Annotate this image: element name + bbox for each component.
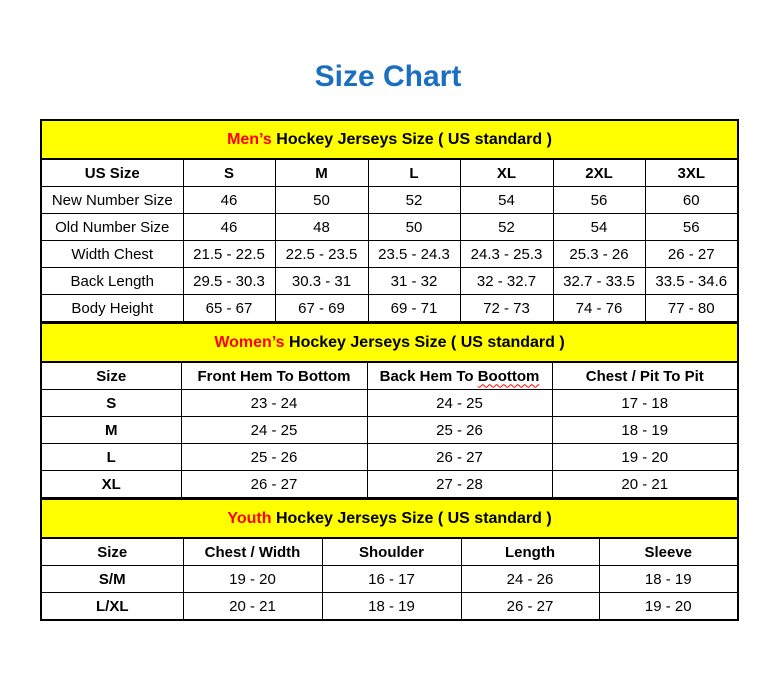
table-cell: 77 - 80 bbox=[645, 295, 738, 323]
row-label: L bbox=[41, 444, 181, 471]
column-header: XL bbox=[460, 159, 553, 187]
youth-caption-highlight: Youth bbox=[227, 509, 272, 527]
table-cell: 33.5 - 34.6 bbox=[645, 268, 738, 295]
table-cell: 65 - 67 bbox=[183, 295, 275, 323]
table-row bbox=[41, 417, 738, 444]
table-cell: 25.3 - 26 bbox=[553, 241, 645, 268]
table-cell: 56 bbox=[553, 187, 645, 214]
table-cell: 19 - 20 bbox=[183, 566, 322, 593]
table-cell: 52 bbox=[460, 214, 553, 241]
row-label: Body Height bbox=[41, 295, 183, 323]
table-cell: 56 bbox=[645, 214, 738, 241]
column-header: Size bbox=[41, 538, 183, 566]
table-row bbox=[41, 268, 738, 295]
column-header: Front Hem To Bottom bbox=[181, 362, 367, 390]
table-cell: 19 - 20 bbox=[599, 593, 738, 621]
row-label: Width Chest bbox=[41, 241, 183, 268]
column-header: Sleeve bbox=[599, 538, 738, 566]
table-cell: 26 - 27 bbox=[645, 241, 738, 268]
table-cell: 74 - 76 bbox=[553, 295, 645, 323]
table-cell: 52 bbox=[368, 187, 460, 214]
row-label: XL bbox=[41, 471, 181, 499]
youth-size-table bbox=[40, 498, 739, 621]
column-header: Length bbox=[461, 538, 599, 566]
womens-header-row bbox=[41, 362, 738, 390]
youth-caption-rest: Hockey Jerseys Size ( US standard ) bbox=[271, 509, 552, 527]
tables-container bbox=[40, 119, 737, 621]
table-cell: 30.3 - 31 bbox=[275, 268, 368, 295]
table-cell: 20 - 21 bbox=[552, 471, 738, 499]
table-cell: 17 - 18 bbox=[552, 390, 738, 417]
column-header-with-typo bbox=[367, 362, 552, 390]
table-cell: 29.5 - 30.3 bbox=[183, 268, 275, 295]
column-header: Chest / Width bbox=[183, 538, 322, 566]
row-label: S/M bbox=[41, 566, 183, 593]
mens-header-row bbox=[41, 159, 738, 187]
mens-caption bbox=[41, 120, 738, 159]
table-cell: 18 - 19 bbox=[552, 417, 738, 444]
womens-caption-rest: Hockey Jerseys Size ( US standard ) bbox=[284, 333, 565, 351]
table-cell: 46 bbox=[183, 214, 275, 241]
row-label: Old Number Size bbox=[41, 214, 183, 241]
column-header: Chest / Pit To Pit bbox=[552, 362, 738, 390]
table-cell: 50 bbox=[368, 214, 460, 241]
column-header: M bbox=[275, 159, 368, 187]
table-cell: 16 - 17 bbox=[322, 566, 461, 593]
mens-caption-highlight: Men’s bbox=[227, 130, 272, 148]
mens-size-table bbox=[40, 119, 739, 323]
table-row bbox=[41, 471, 738, 499]
table-cell: 25 - 26 bbox=[367, 417, 552, 444]
womens-caption-row bbox=[41, 323, 738, 362]
table-cell: 31 - 32 bbox=[368, 268, 460, 295]
table-cell: 24 - 26 bbox=[461, 566, 599, 593]
table-cell: 54 bbox=[460, 187, 553, 214]
table-cell: 46 bbox=[183, 187, 275, 214]
table-cell: 69 - 71 bbox=[368, 295, 460, 323]
column-header: US Size bbox=[41, 159, 183, 187]
table-row bbox=[41, 566, 738, 593]
table-cell: 48 bbox=[275, 214, 368, 241]
table-cell: 27 - 28 bbox=[367, 471, 552, 499]
table-row bbox=[41, 295, 738, 323]
youth-caption bbox=[41, 499, 738, 538]
table-cell: 18 - 19 bbox=[599, 566, 738, 593]
table-cell: 60 bbox=[645, 187, 738, 214]
table-cell: 54 bbox=[553, 214, 645, 241]
womens-caption bbox=[41, 323, 738, 362]
table-cell: 22.5 - 23.5 bbox=[275, 241, 368, 268]
column-header-prefix: Back Hem To bbox=[379, 367, 478, 385]
table-cell: 24 - 25 bbox=[181, 417, 367, 444]
table-cell: 32 - 32.7 bbox=[460, 268, 553, 295]
row-label: M bbox=[41, 417, 181, 444]
table-row bbox=[41, 187, 738, 214]
column-header: 2XL bbox=[553, 159, 645, 187]
table-cell: 67 - 69 bbox=[275, 295, 368, 323]
column-header: Size bbox=[41, 362, 181, 390]
spellcheck-squiggle-word: Boottom bbox=[477, 367, 540, 385]
table-cell: 25 - 26 bbox=[181, 444, 367, 471]
table-row bbox=[41, 390, 738, 417]
mens-caption-row bbox=[41, 120, 738, 159]
table-cell: 26 - 27 bbox=[181, 471, 367, 499]
table-cell: 23 - 24 bbox=[181, 390, 367, 417]
table-row bbox=[41, 593, 738, 621]
table-cell: 23.5 - 24.3 bbox=[368, 241, 460, 268]
table-row bbox=[41, 214, 738, 241]
row-label: Back Length bbox=[41, 268, 183, 295]
size-chart-page bbox=[0, 62, 776, 692]
table-cell: 50 bbox=[275, 187, 368, 214]
table-cell: 18 - 19 bbox=[322, 593, 461, 621]
table-row bbox=[41, 241, 738, 268]
mens-caption-rest: Hockey Jerseys Size ( US standard ) bbox=[271, 130, 552, 148]
column-header: Shoulder bbox=[322, 538, 461, 566]
table-cell: 24.3 - 25.3 bbox=[460, 241, 553, 268]
table-row bbox=[41, 444, 738, 471]
table-cell: 32.7 - 33.5 bbox=[553, 268, 645, 295]
table-cell: 20 - 21 bbox=[183, 593, 322, 621]
column-header: L bbox=[368, 159, 460, 187]
table-cell: 21.5 - 22.5 bbox=[183, 241, 275, 268]
womens-caption-highlight: Women’s bbox=[214, 333, 285, 351]
youth-caption-row bbox=[41, 499, 738, 538]
table-cell: 26 - 27 bbox=[461, 593, 599, 621]
column-header: S bbox=[183, 159, 275, 187]
row-label: New Number Size bbox=[41, 187, 183, 214]
table-cell: 19 - 20 bbox=[552, 444, 738, 471]
column-header: 3XL bbox=[645, 159, 738, 187]
youth-header-row bbox=[41, 538, 738, 566]
womens-size-table bbox=[40, 322, 739, 499]
page-title: Size Chart bbox=[314, 60, 462, 93]
table-cell: 72 - 73 bbox=[460, 295, 553, 323]
table-cell: 26 - 27 bbox=[367, 444, 552, 471]
table-cell: 24 - 25 bbox=[367, 390, 552, 417]
row-label: S bbox=[41, 390, 181, 417]
row-label: L/XL bbox=[41, 593, 183, 621]
